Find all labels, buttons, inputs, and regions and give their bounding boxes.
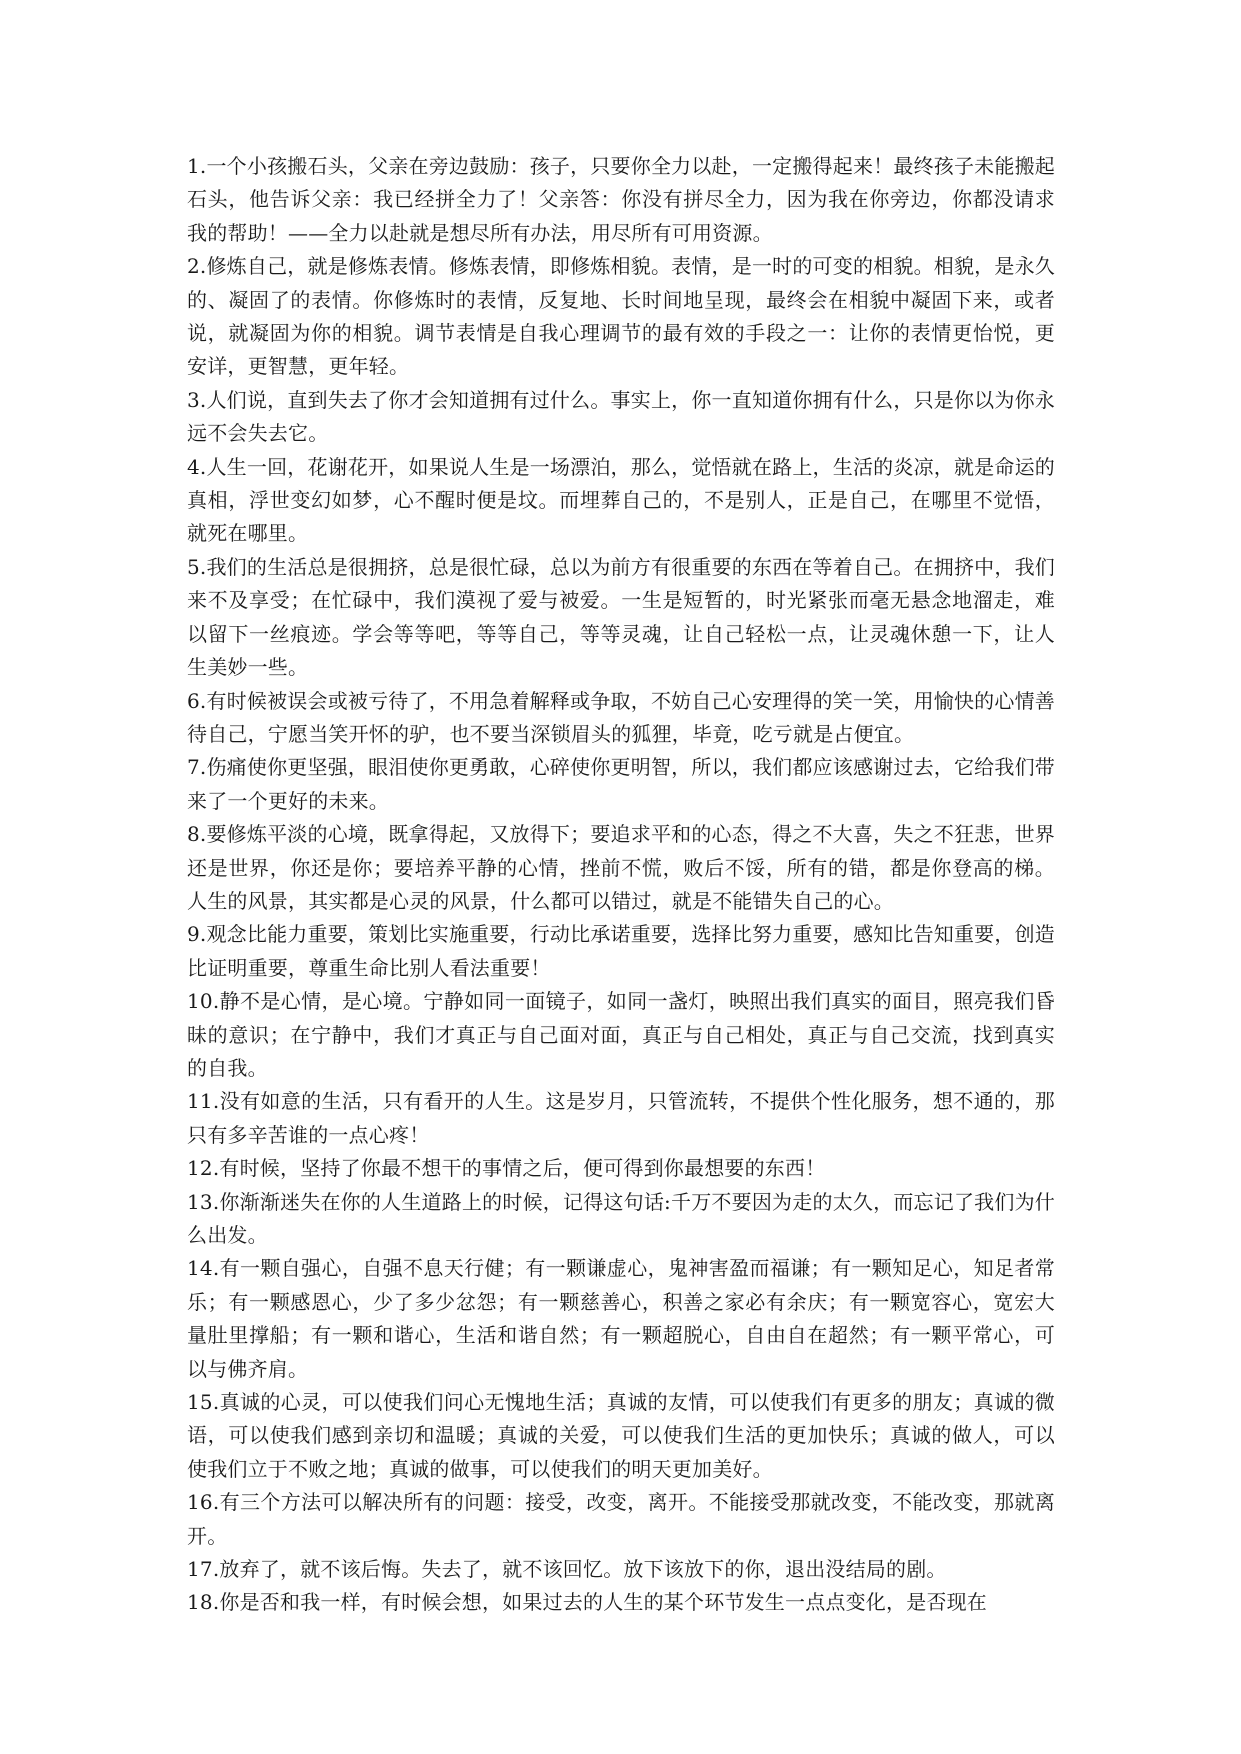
paragraph-13: 13.你渐渐迷失在你的人生道路上的时候，记得这句话:千万不要因为走的太久，而忘记了我们为什么出发。 — [187, 1189, 1055, 1247]
paragraph-6: 6.有时候被误会或被亏待了，不用急着解释或争取，不妨自己心安理得的笑一笑，用愉快的心情善待自己，宁愿当笑开怀的驴，也不要当深锁眉头的狐狸，毕竟，吃亏就是占便宜。 — [187, 688, 1055, 746]
paragraph-17: 17.放弃了，就不该后悔。失去了，就不该回忆。放下该放下的你，退出没结局的剧。 — [187, 1557, 947, 1582]
paragraph-5: 5.我们的生活总是很拥挤，总是很忙碌，总以为前方有很重要的东西在等着自己。在拥挤中，我们来不及享受；在忙碌中，我们漠视了爱与被爱。一生是短暂的，时光紧张而毫无悬念地溜走，难以留下一丝痕迹。学会等等吧，等等自己，等等灵魂，让自己轻松一点，让灵魂休憩一下，让人生美妙一些。 — [187, 554, 1055, 680]
paragraph-14: 14.有一颗自强心，自强不息天行健；有一颗谦虚心，鬼神害盈而福谦；有一颗知足心，知足者常乐；有一颗感恩心，少了多少忿怨；有一颗慈善心，积善之家必有余庆；有一颗宽容心，宽宏大量肚里撑船；有一颗和谐心，生活和谐自然；有一颗超脱心，自由自在超然；有一颗平常心，可以与佛齐肩。 — [187, 1256, 1055, 1381]
paragraph-15: 15.真诚的心灵，可以使我们问心无愧地生活；真诚的友情，可以使我们有更多的朋友；真诚的微语，可以使我们感到亲切和温暖；真诚的关爱，可以使我们生活的更加快乐；真诚的做人，可以使我们立于不败之地；真诚的做事，可以使我们的明天更加美好。 — [187, 1390, 1055, 1481]
paragraph-12: 12.有时候，坚持了你最不想干的事情之后，便可得到你最想要的东西！ — [187, 1156, 826, 1181]
paragraph-7: 7.伤痛使你更坚强，眼泪使你更勇敢，心碎使你更明智，所以，我们都应该感谢过去，它给我们带来了一个更好的未来。 — [187, 755, 1055, 813]
paragraph-4: 4.人生一回，花谢花开，如果说人生是一场漂泊，那么，觉悟就在路上，生活的炎凉，就是命运的真相，浮世变幻如梦，心不醒时便是坟。而埋葬自己的，不是别人，正是自己，在哪里不觉悟，就死在哪里。 — [187, 454, 1055, 546]
text-body — [187, 150, 1055, 1620]
paragraph-11: 11.没有如意的生活，只有看开的人生。这是岁月，只管流转，不提供个性化服务，想不通的，那只有多辛苦谁的一点心疼！ — [187, 1089, 1055, 1147]
paragraph-18: 18.你是否和我一样，有时候会想，如果过去的人生的某个环节发生一点点变化，是否现在 — [187, 1590, 988, 1615]
paragraph-2: 2.修炼自己，就是修炼表情。修炼表情，即修炼相貌。表情，是一时的可变的相貌。相貌，是永久的、凝固了的表情。你修炼时的表情，反复地、长时间地呈现，最终会在相貌中凝固下来，或者说，就凝固为你的相貌。调节表情是自我心理调节的最有效的手段之一：让你的表情更怡悦，更安详，更智慧，更年轻。 — [187, 254, 1055, 379]
paragraph-1: 1.一个小孩搬石头，父亲在旁边鼓励：孩子，只要你全力以赴，一定搬得起来！最终孩子未能搬起石头，他告诉父亲：我已经拼全力了！父亲答：你没有拼尽全力，因为我在你旁边，你都没请求我的帮助！——全力以赴就是想尽所有办法，用尽所有可用资源。 — [187, 154, 1055, 245]
paragraph-10: 10.静不是心情，是心境。宁静如同一面镜子，如同一盏灯，映照出我们真实的面目，照亮我们昏昧的意识；在宁静中，我们才真正与自己面对面，真正与自己相处，真正与自己交流，找到真实的自我。 — [187, 989, 1055, 1080]
paragraph-9: 9.观念比能力重要，策划比实施重要，行动比承诺重要，选择比努力重要，感知比告知重要，创造比证明重要，尊重生命比别人看法重要！ — [187, 922, 1055, 980]
paragraph-8: 8.要修炼平淡的心境，既拿得起，又放得下；要追求平和的心态，得之不大喜，失之不狂悲，世界还是世界，你还是你；要培养平静的心情，挫前不慌，败后不馁，所有的错，都是你登高的梯。人生的风景，其实都是心灵的风景，什么都可以错过，就是不能错失自己的心。 — [187, 822, 1055, 913]
paragraph-16: 16.有三个方法可以解决所有的问题：接受，改变，离开。不能接受那就改变，不能改变，那就离开。 — [187, 1490, 1055, 1548]
paragraph-3: 3.人们说，直到失去了你才会知道拥有过什么。事实上，你一直知道你拥有什么，只是你以为你永远不会失去它。 — [187, 387, 1055, 446]
